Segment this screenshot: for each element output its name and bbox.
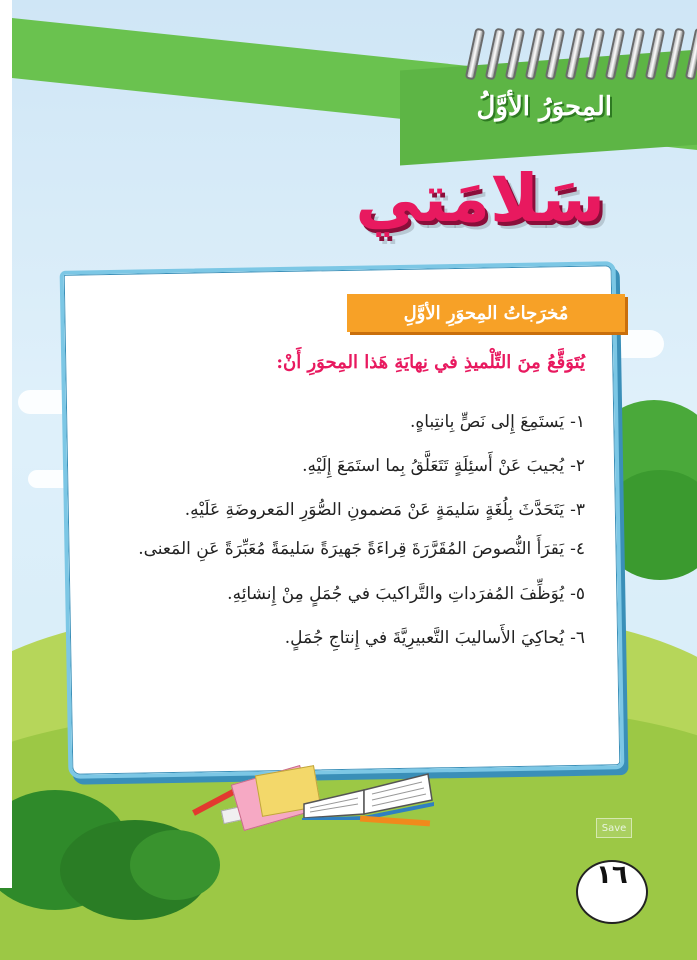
item-number: ٣- xyxy=(570,500,585,520)
item-number: ٢- xyxy=(570,456,585,476)
item-number: ٦- xyxy=(570,628,585,648)
list-item xyxy=(115,444,585,488)
list-item xyxy=(115,400,585,444)
spiral-coil xyxy=(645,28,666,81)
item-number: ١- xyxy=(570,412,585,432)
outcomes-heading-tab xyxy=(347,294,625,332)
page-edge xyxy=(0,0,12,888)
list-item xyxy=(115,616,585,660)
list-item xyxy=(115,572,585,616)
spiral-coil xyxy=(525,28,546,81)
spiral-coil xyxy=(465,28,486,81)
item-text: يُحاكِيَ الأَساليبَ التَّعبيرِيَّةَ في إِنتاجِ جُمَلٍ. xyxy=(284,628,565,648)
bush-left xyxy=(130,830,220,900)
spiral-coil xyxy=(685,28,697,81)
item-number: ٤- xyxy=(570,539,585,559)
list-item xyxy=(115,532,585,566)
outcomes-intro: يُتَوَقَّعُ مِنَ التِّلْميذِ في نِهايَةِ هَذا المِحوَرِ أَنْ: xyxy=(276,352,585,373)
spiral-coil xyxy=(625,28,646,81)
open-book-illustration xyxy=(296,760,436,820)
item-text: يَتَحَدَّثَ بِلُغَةٍ سَليمَةٍ عَنْ مَضمونِ الصُّوَرِ المَعروضَةِ عَلَيْهِ. xyxy=(184,500,565,520)
spiral-coil xyxy=(585,28,606,81)
spiral-coil xyxy=(485,28,506,81)
outcomes-list xyxy=(115,400,585,660)
item-text: يَستَمِعَ إِلى نَصٍّ بِانتِباهٍ. xyxy=(409,412,565,432)
item-number: ٥- xyxy=(570,584,585,604)
item-text: يَقرَأَ النُّصوصَ المُقَرَّرَةَ قِراءَةً جَهيرَةً سَليمَةً مُعَبِّرَةً عَنِ المَعنى. xyxy=(138,539,565,559)
page-number: ١٦ xyxy=(596,860,628,890)
outcomes-heading: مُخرَجاتُ المِحوَرِ الأوَّلِ xyxy=(403,302,569,324)
item-text: يُجيبَ عَنْ أَسئِلَةٍ تَتَعَلَّقُ بِما استَمَعَ إِلَيْهِ. xyxy=(302,456,565,476)
item-text: يُوَظِّفَ المُفرَداتِ والتَّراكيبَ في جُمَلٍ مِنْ إِنشائِهِ. xyxy=(227,584,565,604)
spiral-coil xyxy=(565,28,586,81)
list-item xyxy=(115,488,585,532)
lesson-title: سَلامَتي xyxy=(355,160,605,237)
axis-title: المِحوَرُ الأوَّلُ xyxy=(476,92,612,122)
save-button[interactable]: Save xyxy=(596,818,632,838)
spiral-coil xyxy=(605,28,626,81)
spiral-coil xyxy=(545,28,566,81)
spiral-binding xyxy=(420,28,697,78)
spiral-coil xyxy=(665,28,686,81)
spiral-coil xyxy=(505,28,526,81)
